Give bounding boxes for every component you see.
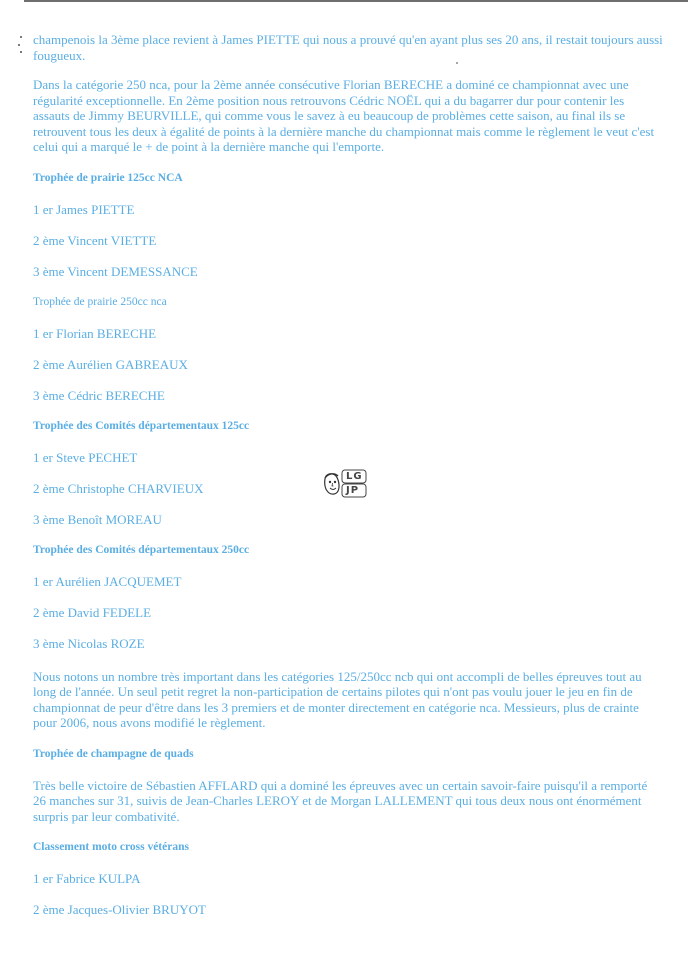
result-entry: 3 ème Nicolas ROZE [33, 635, 145, 651]
result-entry: 2 ème David FEDELE [33, 604, 152, 620]
result-entry: 1 er James PIETTE [33, 201, 135, 217]
result-entry: 2 ème Vincent VIETTE [33, 232, 157, 248]
result-entry: 1 er Steve PECHET [33, 449, 138, 465]
result-entry: 3 ème Vincent DEMESSANCE [33, 263, 198, 279]
result-entry: 1 er Florian BERECHE [33, 325, 157, 341]
heading-comites-250: Trophée des Comités départementaux 250cc [33, 543, 250, 556]
paragraph-ncb: Nous notons un nombre très important dans les catégories 125/250cc ncb qui ont accompli de belles épreuves tout au long de l'année. Un seul petit regret la non-participation de certains pilotes qui n'ont pas voulu jouer le jeu en fin de championnat de peur d'être dans les 3 premiers et de monter directement en catégorie nca. Messieurs, plus de crainte pour 2006, nous avons modifié le règlement. [33, 668, 642, 730]
result-entry: 2 ème Aurélien GABREAUX [33, 356, 188, 372]
paragraph-250-nca: Dans la catégorie 250 nca, pour la 2ème année consécutive Florian BERECHE a dominé ce championnat avec une régularité exceptionnelle. En 2ème position nous retrouvons Cédric NOËL qui a du bagarrer dur pour contenir les assauts de Jimmy BEURVILLE, qui comme vous le savez à eu beaucoup de problèmes cette saison, au final ils se retrouvent tous les deux à égalité de points à la dernière manche du championnat mais comme le règlement le veut c'est celui qui a marqué le + de point à la dernière manche qui l'emporte. [33, 77, 655, 154]
result-entry: 2 ème Jacques-Olivier BRUYOT [33, 902, 206, 917]
heading-prairie-250: Trophée de prairie 250cc nca [33, 295, 167, 308]
heading-veterans: Classement moto cross vétérans [33, 841, 189, 853]
scan-marks [18, 36, 24, 56]
result-entry: 1 er Fabrice KULPA [33, 871, 141, 886]
heading-comites-125: Trophée des Comités départementaux 125cc [33, 419, 250, 432]
top-rule [24, 0, 688, 2]
logo-line-1: LG [346, 471, 363, 482]
paragraph-quads: Très belle victoire de Sébastien AFFLARD qui a dominé les épreuves avec un certain savoir-faire puisqu'il a remporté 26 manches sur 31, suivis de Jean-Charles LEROY et de Morgan LALLEMENT qui tous deux nous ont énormément surpris par leur combativité. [33, 777, 648, 824]
result-entry: 3 ème Benoît MOREAU [33, 511, 162, 527]
heading-quads: Trophée de champagne de quads [33, 747, 194, 760]
heading-prairie-125: Trophée de prairie 125cc NCA [33, 171, 183, 184]
result-entry: 2 ème Christophe CHARVIEUX [33, 480, 204, 496]
paragraph-intro: champenois la 3ème place revient à James PIETTE qui nous a prouvé qu'en ayant plus ses 20 ans, il restait toujours aussi fougueux. [33, 32, 663, 63]
result-entry: 1 er Aurélien JACQUEMET [33, 573, 182, 589]
logo [322, 468, 368, 498]
result-entry: 3 ème Cédric BERECHE [33, 387, 165, 403]
logo-line-2: JP [346, 485, 360, 496]
